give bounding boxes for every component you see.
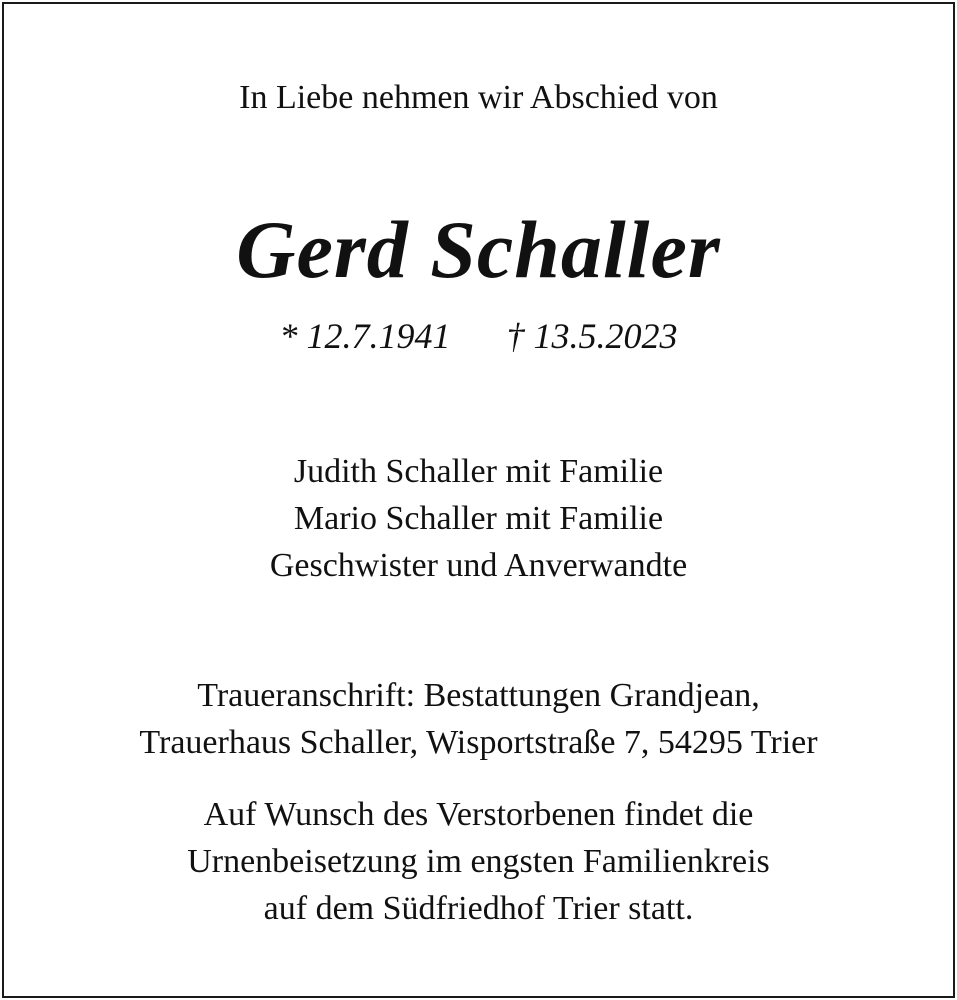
mourner-line: Geschwister und Anverwandte: [269, 547, 688, 584]
life-dates: [0, 314, 957, 358]
mourner-line: Judith Schaller mit Familie: [293, 453, 664, 490]
mourner-line: Mario Schaller mit Familie: [293, 500, 664, 537]
notice-line: Urnenbeisetzung im engsten Familienkreis: [187, 843, 770, 880]
birth-date: * 12.7.1941: [279, 316, 451, 356]
address-line: Trauerhaus Schaller, Wisportstraße 7, 54295 Trier: [139, 724, 818, 761]
mourning-address: [0, 672, 957, 766]
notice-line: Auf Wunsch des Verstorbenen findet die: [203, 796, 754, 833]
mourners-list: [0, 448, 957, 589]
death-date: † 13.5.2023: [506, 316, 678, 356]
notice-line: auf dem Südfriedhof Trier statt.: [263, 890, 694, 927]
burial-notice: [0, 791, 957, 932]
deceased-name: Gerd Schaller: [236, 204, 721, 295]
address-line: Traueranschrift: Bestattungen Grandjean,: [197, 677, 760, 714]
intro-text: In Liebe nehmen wir Abschied von: [239, 79, 718, 116]
